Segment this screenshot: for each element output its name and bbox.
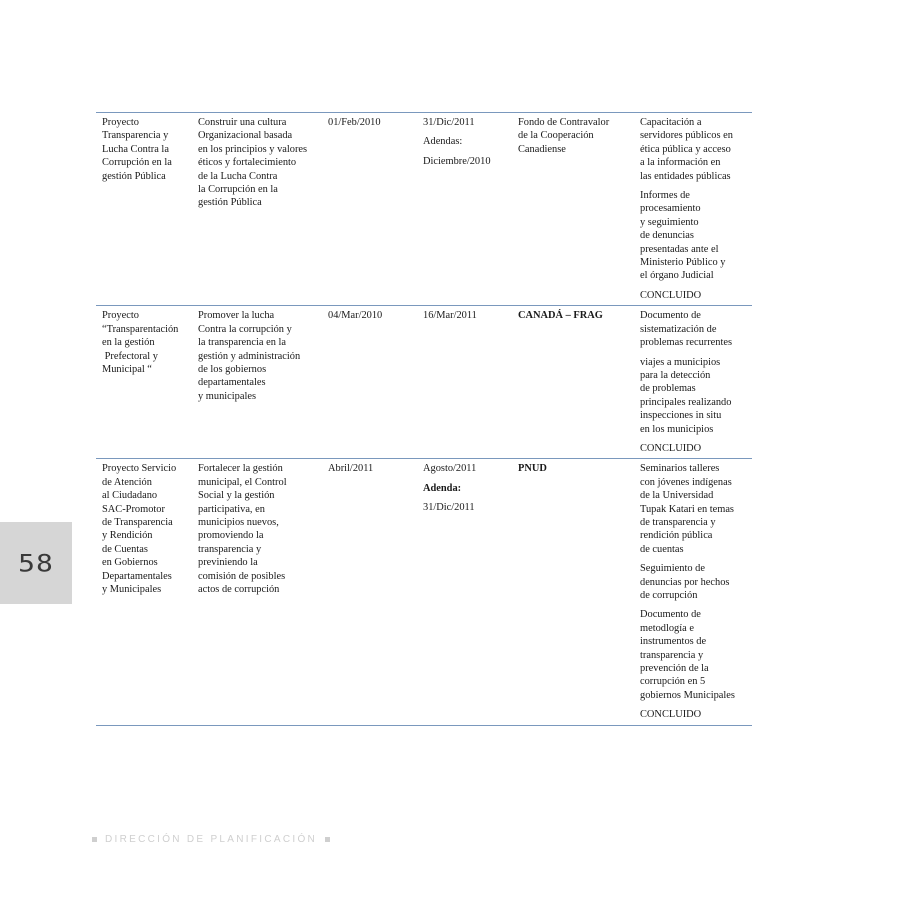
cell-line: Municipal “ [102, 363, 152, 375]
objective-cell [192, 306, 322, 459]
cell-line: de denuncias [640, 230, 694, 242]
cell-line: inspecciones in situ [640, 410, 722, 422]
cell-line: Promover la lucha [198, 310, 275, 322]
cell-line: de la Universidad [640, 490, 714, 502]
result-paragraph [640, 562, 746, 602]
end-date-cell [417, 306, 512, 459]
cell-line: sistematización de [640, 323, 717, 335]
cell-line: Proyecto [102, 117, 139, 128]
cell-line: de Cuentas [102, 543, 148, 555]
end-date: 31/Dic/2011 [423, 117, 475, 128]
cell-line: en Gobiernos [102, 557, 158, 569]
cell-line: Informes de [640, 190, 690, 202]
cell-line: transparencia y [198, 543, 262, 555]
cell-line: Organizacional basada [198, 130, 293, 142]
objective-cell [192, 113, 322, 306]
projects-table [96, 112, 752, 726]
cell-line: Ministerio Público y [640, 257, 726, 269]
cell-line: transparencia y [640, 649, 704, 661]
funding-source-cell [512, 459, 634, 725]
cell-line: de los gobiernos [198, 363, 267, 375]
cell-line: PNUD [518, 463, 547, 475]
cell-line: Seguimiento de [640, 563, 705, 575]
cell-line: la Corrupción en la [198, 184, 278, 196]
funding-source-cell [512, 306, 634, 459]
cell-line: actos de corrupción [198, 584, 280, 595]
cell-line: Capacitación a [640, 117, 702, 128]
start-date: Abril/2011 [328, 463, 374, 475]
footer-bullet-left [92, 837, 97, 842]
result-paragraph [640, 189, 746, 283]
project-name-cell [96, 113, 192, 306]
cell-line: municipal, el Control [198, 476, 287, 488]
footer [92, 834, 330, 845]
cell-line: al Ciudadano [102, 490, 158, 502]
cell-line: en los municipios [640, 423, 714, 435]
page-number: 58 [18, 548, 54, 578]
cell-line: presentadas ante el [640, 243, 719, 255]
cell-line: municipios nuevos, [198, 516, 279, 528]
cell-line: y seguimiento [640, 216, 699, 228]
results-cell [634, 306, 752, 459]
cell-line: servidores públicos en [640, 130, 733, 142]
cell-line: Fondo de Contravalor [518, 117, 610, 128]
cell-line: de Transparencia [102, 516, 173, 528]
cell-line: participativa, en [198, 503, 265, 515]
cell-line: comisión de posibles [198, 570, 286, 582]
addendum-label: Adenda: [423, 482, 462, 494]
start-date-cell [322, 113, 417, 306]
cell-line: el órgano Judicial [640, 270, 714, 282]
footer-bullet-right [325, 837, 330, 842]
cell-line: promoviendo la [198, 530, 264, 542]
cell-line: para la detección [640, 369, 711, 381]
start-date: 01/Feb/2010 [328, 117, 381, 128]
end-date-cell [417, 459, 512, 725]
cell-line: Departamentales [102, 570, 172, 582]
cell-line: rendición pública [640, 530, 713, 542]
cell-line: de transparencia y [640, 516, 716, 528]
cell-line: Documento de [640, 310, 701, 322]
result-paragraph [640, 116, 746, 183]
status-text: CONCLUIDO [640, 709, 702, 721]
cell-line: Social y la gestión [198, 490, 275, 502]
cell-line: principales realizando [640, 396, 732, 408]
cell-line: a la información en [640, 157, 721, 169]
addendum-date: 31/Dic/2011 [423, 502, 475, 514]
table-row [96, 306, 752, 459]
status-text: CONCLUIDO [640, 442, 702, 454]
cell-line: instrumentos de [640, 636, 707, 648]
start-date-cell [322, 459, 417, 725]
end-date: 16/Mar/2011 [423, 310, 477, 322]
cell-line: corrupción en 5 [640, 676, 706, 688]
funding-source-cell [512, 113, 634, 306]
cell-line: de Atención [102, 476, 152, 488]
cell-line: gobiernos Municipales [640, 689, 735, 701]
cell-line: de cuentas [640, 543, 684, 555]
cell-line: las entidades públicas [640, 170, 731, 182]
cell-line: éticos y fortalecimiento [198, 157, 297, 169]
cell-line: procesamiento [640, 203, 701, 215]
addendum-date: Diciembre/2010 [423, 155, 491, 167]
result-paragraph [640, 608, 746, 702]
project-name-cell [96, 459, 192, 725]
results-cell [634, 459, 752, 725]
start-date: 04/Mar/2010 [328, 310, 383, 322]
cell-line: Transparencia y [102, 130, 169, 142]
cell-line: de la Cooperación [518, 130, 594, 142]
cell-line: Proyecto [102, 310, 139, 322]
cell-line: ética pública y acceso [640, 143, 731, 155]
cell-line: Seminarios talleres [640, 463, 720, 475]
table-row [96, 459, 752, 725]
cell-line: Canadiense [518, 143, 566, 155]
cell-line: viajes a municipios [640, 356, 721, 368]
cell-line: CANADÁ – FRAG [518, 310, 603, 322]
cell-line: gestión y administración [198, 350, 301, 362]
results-cell [634, 113, 752, 306]
footer-text: DIRECCIÓN DE PLANIFICACIÓN [105, 834, 318, 845]
cell-line: problemas recurrentes [640, 337, 733, 349]
cell-line: y municipales [198, 390, 257, 402]
cell-line: previniendo la [198, 557, 258, 569]
status-text: CONCLUIDO [640, 289, 702, 301]
page-number-box [0, 522, 72, 604]
cell-line: en los principios y valores [198, 143, 308, 155]
result-paragraph [640, 356, 746, 436]
result-paragraph [640, 462, 746, 556]
cell-line: Proyecto Servicio [102, 463, 177, 475]
result-paragraph [640, 309, 746, 349]
cell-line: Construir una cultura [198, 117, 287, 128]
cell-line: de la Lucha Contra [198, 170, 278, 182]
cell-line: departamentales [198, 377, 266, 389]
cell-line: Tupak Katari en temas [640, 503, 734, 515]
cell-line: con jóvenes indígenas [640, 476, 732, 488]
cell-line: SAC-Promotor [102, 503, 165, 515]
cell-line: en la gestión [102, 337, 155, 349]
end-date: Agosto/2011 [423, 463, 477, 475]
project-name-cell [96, 306, 192, 459]
cell-line: prevención de la [640, 663, 709, 675]
start-date-cell [322, 306, 417, 459]
cell-line: Contra la corrupción y [198, 323, 292, 335]
cell-line: de problemas [640, 383, 696, 395]
cell-line: denuncias por hechos [640, 576, 730, 588]
cell-line: y Rendición [102, 530, 153, 542]
cell-line: Corrupción en la [102, 157, 172, 169]
cell-line: Fortalecer la gestión [198, 463, 283, 475]
cell-line: gestión Pública [102, 170, 166, 182]
cell-line: metodlogía e [640, 622, 694, 634]
cell-line: la transparencia en la [198, 337, 286, 349]
cell-line: Lucha Contra la [102, 143, 169, 155]
cell-line: “Transparentación [102, 323, 179, 335]
cell-line: Prefectoral y [102, 350, 158, 362]
table-row [96, 113, 752, 306]
cell-line: de corrupción [640, 590, 698, 601]
cell-line: gestión Pública [198, 197, 262, 209]
addendum-label: Adendas: [423, 136, 463, 148]
cell-line: Documento de [640, 609, 701, 621]
end-date-cell [417, 113, 512, 306]
objective-cell [192, 459, 322, 725]
cell-line: y Municipales [102, 584, 162, 595]
